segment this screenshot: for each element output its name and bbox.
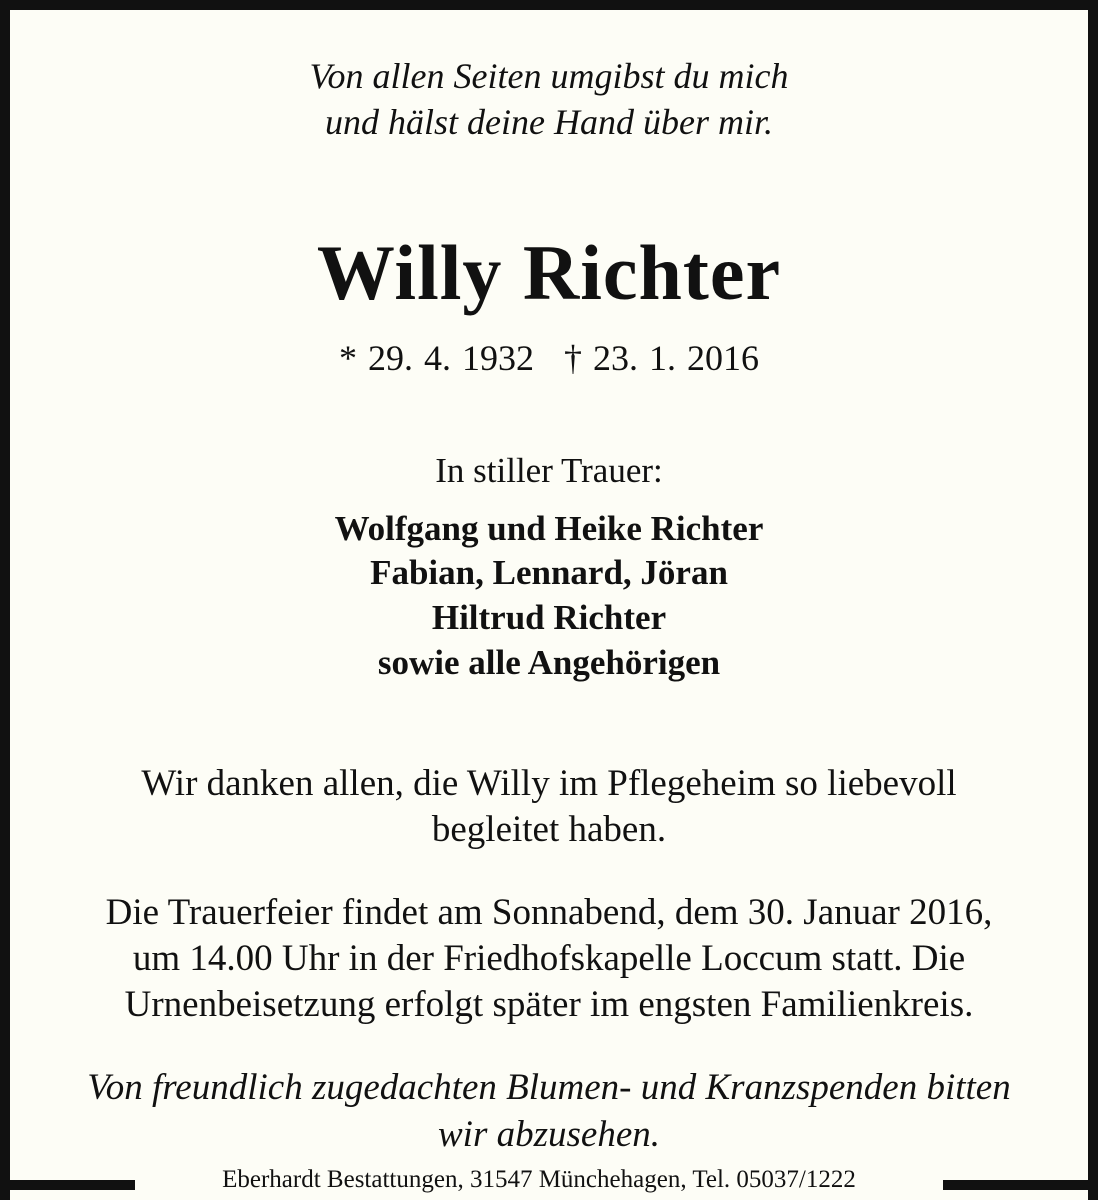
border-bottom-left (0, 1180, 135, 1190)
closing-line-1: Von freundlich zugedachten Blumen- und Kranzspenden bitten (87, 1067, 1011, 1108)
mourner-1: Wolfgang und Heike Richter (334, 509, 764, 548)
motto-line-1: Von allen Seiten umgibst du mich (309, 56, 789, 96)
closing-line-2: wir abzusehen. (438, 1114, 660, 1155)
mourner-4: sowie alle Angehörigen (377, 643, 721, 682)
border-top (0, 0, 1098, 10)
motto-line-2: und hälst deine Hand über mir. (325, 102, 773, 142)
death-date: † 23. 1. 2016 (564, 338, 759, 378)
ceremony-line-2: um 14.00 Uhr in der Friedhofskapelle Loccum statt. Die (132, 938, 966, 979)
mourner-2: Fabian, Lennard, Jöran (370, 553, 728, 592)
thanks-line-2: begleitet haben. (431, 809, 667, 850)
birth-date: * 29. 4. 1932 (339, 338, 534, 378)
deceased-name: Willy Richter (316, 229, 782, 316)
border-bottom-right (943, 1180, 1098, 1190)
life-dates (0, 340, 1098, 376)
mourning-heading: In stiller Trauer: (435, 451, 663, 490)
funeral-home-footer: Eberhardt Bestattungen, 31547 Münchehagen, Tel. 05037/1222 (222, 1166, 856, 1193)
ceremony-line-3: Urnenbeisetzung erfolgt später im engsten Familienkreis. (124, 984, 974, 1025)
mourner-3: Hiltrud Richter (431, 598, 667, 637)
thanks-line-1: Wir danken allen, die Willy im Pflegeheim so liebevoll (141, 763, 957, 804)
ceremony-line-1: Die Trauerfeier findet am Sonnabend, dem 30. Januar 2016, (105, 892, 993, 933)
